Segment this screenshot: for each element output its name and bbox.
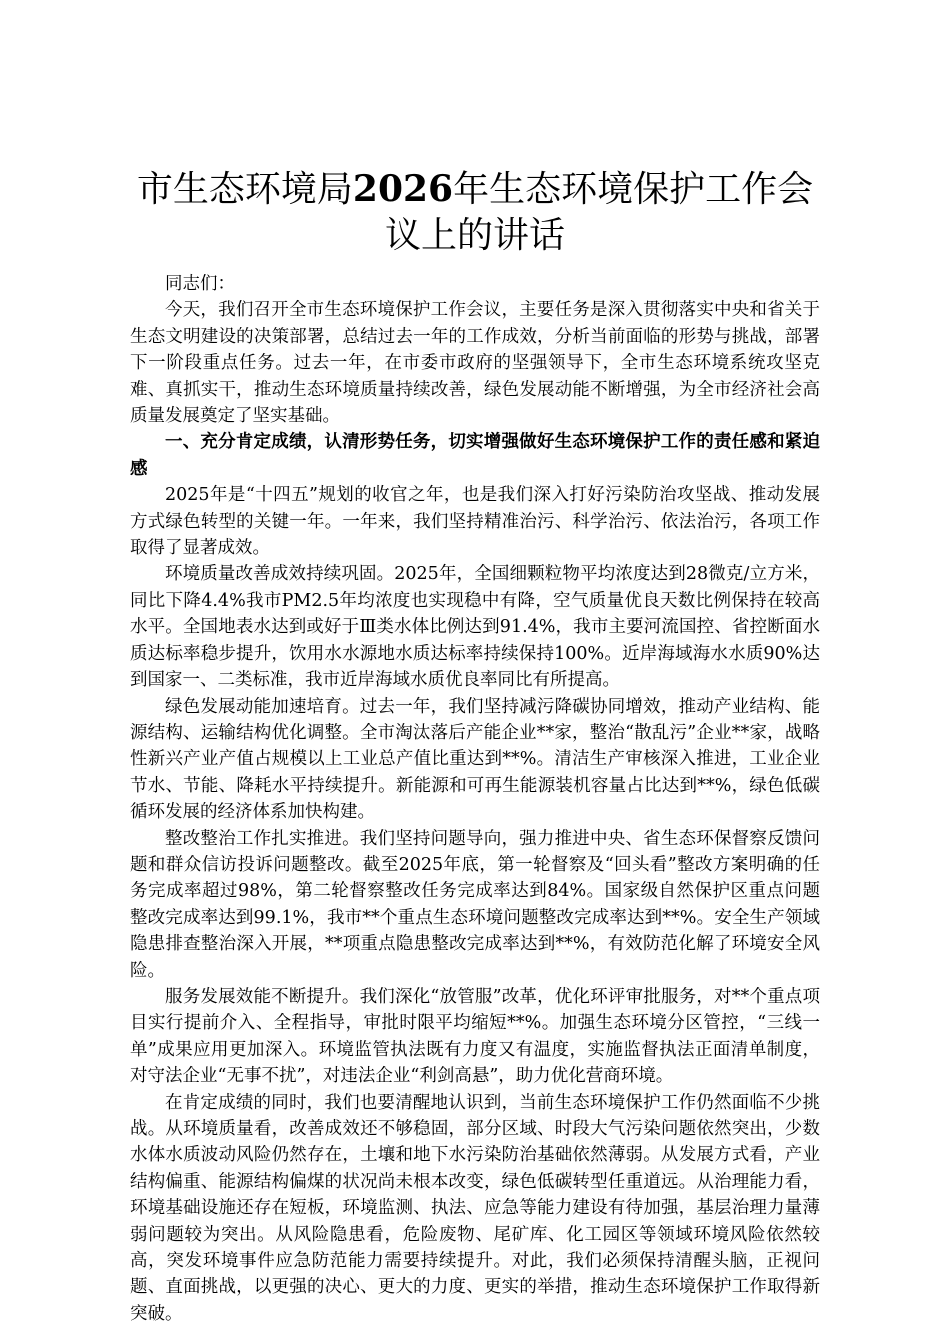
title-part-2: 年生态环境保护工作会议上的讲话 xyxy=(384,169,814,256)
greeting: 同志们： xyxy=(165,274,235,294)
document-title xyxy=(130,166,820,259)
paragraph-2025-overview: 2025年是“十四五”规划的收官之年，也是我们深入打好污染防治攻坚战、推动发展方式绿色转型的关键一年。一年来，我们坚持精准治污、科学治污、依法治污，各项工作取得了显著成效。 xyxy=(130,485,820,559)
section-heading-1: 一、充分肯定成绩，认清形势任务，切实增强做好生态环境保护工作的责任感和紧迫感 xyxy=(130,432,820,479)
title-part-1: 市生态环境局 xyxy=(136,169,353,210)
paragraph-service-efficiency: 服务发展效能不断提升。我们深化“放管服”改革，优化环评审批服务，对**个重点项目实行提前介入、全程指导，审批时限平均缩短**%。加强生态环境分区管控，“三线一单”成果应用更加深入。环境监管执法既有力度又有温度，实施监督执法正面清单制度，对守法企业“无事不扰”，对违法企业“利剑高悬”，助力优化营商环境。 xyxy=(130,986,820,1087)
paragraph-environment-quality: 环境质量改善成效持续巩固。2025年，全国细颗粒物平均浓度达到28微克/立方米，同比下降4.4%我市PM2.5年均浓度也实现稳中有降，空气质量优良天数比例保持在较高水平。全国地表水达到或好于Ⅲ类水体比例达到91.4%，我市主要河流国控、省控断面水质达标率稳步提升，饮用水水源地水质达标率持续保持100%。近岸海域海水水质90%达到国家一、二类标准，我市近岸海域水质优良率同比有所提高。 xyxy=(130,564,820,691)
paragraph-green-development: 绿色发展动能加速培育。过去一年，我们坚持减污降碳协同增效，推动产业结构、能源结构、运输结构优化调整。全市淘汰落后产能企业**家，整治“散乱污”企业**家，战略性新兴产业产值占规模以上工业总产值比重达到**%。清洁生产审核深入推进，工业企业节水、节能、降耗水平持续提升。新能源和可再生能源装机容量占比达到**%，绿色低碳循环发展的经济体系加快构建。 xyxy=(130,696,820,823)
paragraph-rectification: 整改整治工作扎实推进。我们坚持问题导向，强力推进中央、省生态环保督察反馈问题和群众信访投诉问题整改。截至2025年底，第一轮督察及“回头看”整改方案明确的任务完成率超过98%，第二轮督察整改任务完成率达到84%。国家级自然保护区重点问题整改完成率达到99.1%，我市**个重点生态环境问题整改完成率达到**%。安全生产领域隐患排查整治深入开展，**项重点隐患整改完成率达到**%，有效防范化解了环境安全风险。 xyxy=(130,828,820,981)
paragraph-challenges: 在肯定成绩的同时，我们也要清醒地认识到，当前生态环境保护工作仍然面临不少挑战。从环境质量看，改善成效还不够稳固，部分区域、时段大气污染问题依然突出，少数水体水质波动风险仍然存在，土壤和地下水污染防治基础依然薄弱。从发展方式看，产业结构偏重、能源结构偏煤的状况尚未根本改变，绿色低碳转型任重道远。从治理能力看，环境基础设施还存在短板，环境监测、执法、应急等能力建设有待加强，基层治理力量薄弱问题较为突出。从风险隐患看，危险废物、尾矿库、化工园区等领域环境风险依然较高，突发环境事件应急防范能力需要持续提升。对此，我们必须保持清醒头脑，正视问题、直面挑战，以更强的决心、更大的力度、更实的举措，推动生态环境保护工作取得新突破。 xyxy=(130,1092,820,1324)
opening-paragraph: 今天，我们召开全市生态环境保护工作会议，主要任务是深入贯彻落实中央和省关于生态文明建设的决策部署，总结过去一年的工作成效，分析当前面临的形势与挑战，部署下一阶段重点任务。过去一年，在市委市政府的坚强领导下，全市生态环境系统攻坚克难、真抓实干，推动生态环境质量持续改善，绿色发展动能不断增强，为全市经济社会高质量发展奠定了坚实基础。 xyxy=(130,300,820,427)
title-year: 2026 xyxy=(352,168,454,210)
document-body xyxy=(130,271,820,1327)
speech-document xyxy=(130,166,820,1327)
